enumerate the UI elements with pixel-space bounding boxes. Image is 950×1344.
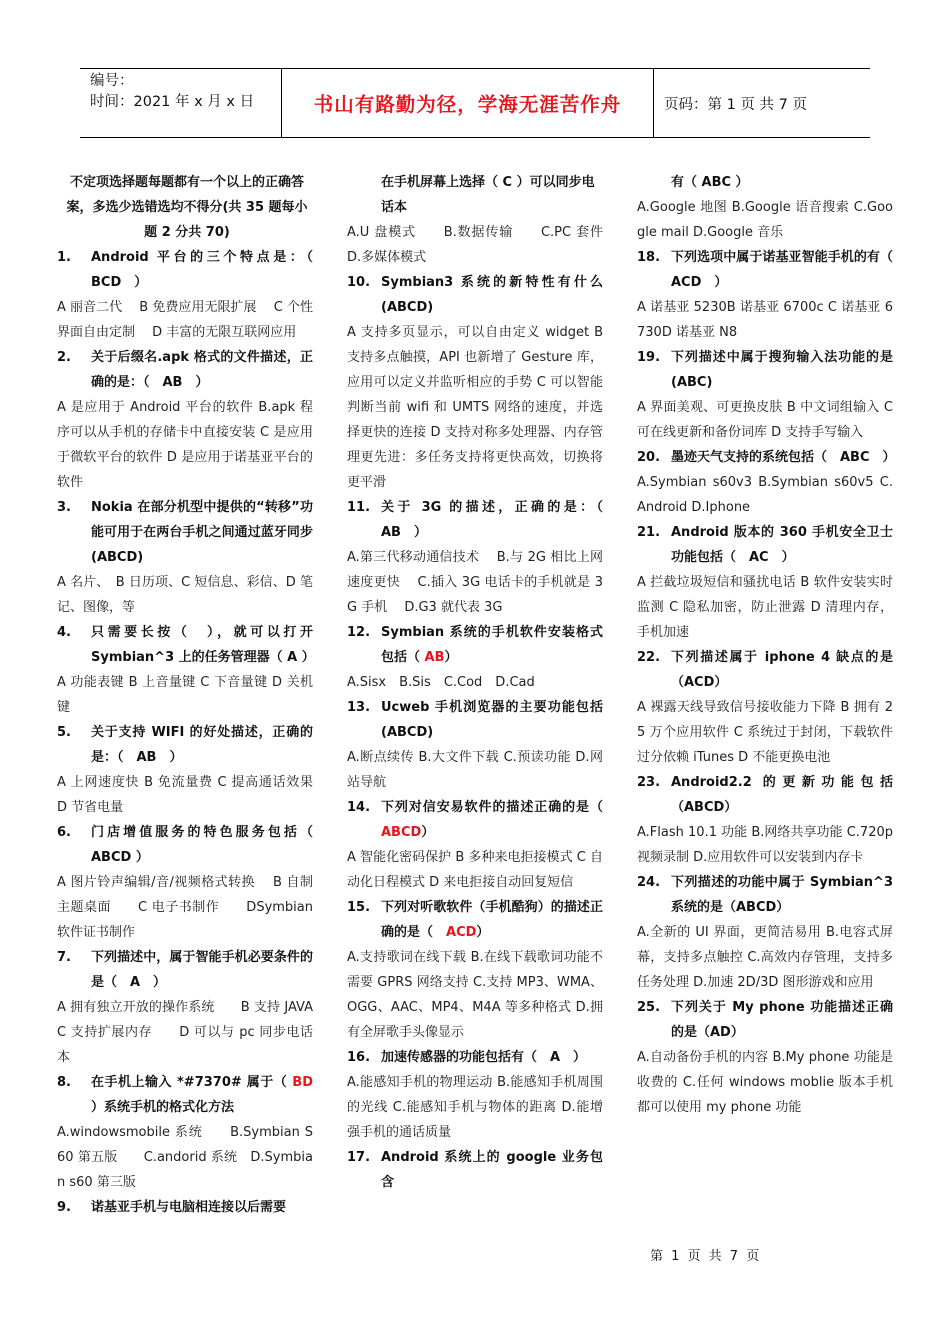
question-text-part: ） xyxy=(476,925,490,940)
question-text: Symbian3 系统的新特性有什么(ABCD) xyxy=(381,275,603,315)
question-text: 下列描述中属于搜狗输入法功能的是(ABC) xyxy=(671,350,893,390)
question-options: A 功能表键 B 上音量键 C 下音量键 D 关机键 xyxy=(57,675,313,715)
column-2 xyxy=(347,170,630,1195)
question-item xyxy=(347,620,603,695)
question-text: 下列描述的功能中属于 Symbian^3 系统的是（ABCD） xyxy=(671,875,893,915)
header-table xyxy=(80,68,870,138)
question-number: 2. xyxy=(57,350,71,365)
question-item xyxy=(637,645,893,770)
question-item xyxy=(57,1195,313,1220)
question xyxy=(57,245,327,295)
question-text: 下列描述中，属于智能手机必要条件的是（ A ） xyxy=(91,950,313,990)
question xyxy=(637,245,907,295)
question-options: A 智能化密码保护 B 多种来电拒接模式 C 自动化日程模式 D 来电拒接自动回复短信 xyxy=(347,850,603,890)
question-item xyxy=(347,170,630,270)
question xyxy=(57,495,313,570)
question-number: 13. xyxy=(347,700,371,715)
answer-highlight: BD xyxy=(292,1075,313,1090)
question-number: 19. xyxy=(637,350,661,365)
question xyxy=(57,720,313,770)
question-item xyxy=(347,795,603,895)
motto: 书山有路勤为径，学海无涯苦作舟 xyxy=(282,69,654,137)
question-item xyxy=(57,495,313,620)
question-continuation: 在手机屏幕上选择（ C ）可以同步电话本 xyxy=(381,175,595,215)
question-text: Android 平台的三个特点是：（ BCD ） xyxy=(91,250,327,290)
question-item xyxy=(347,1045,603,1145)
question-item xyxy=(57,945,327,1070)
question-item xyxy=(347,1145,603,1195)
question-options: A 界面美观、可更换皮肤 B 中文词组输入 C 可在线更新和备份词库 D 支持手写输入 xyxy=(637,400,893,440)
question-number: 3. xyxy=(57,500,71,515)
question-item xyxy=(57,245,327,345)
question xyxy=(637,995,893,1045)
question xyxy=(347,1145,603,1195)
question-number: 4. xyxy=(57,625,71,640)
question-item xyxy=(637,345,893,445)
question-options: A.Flash 10.1 功能 B.网络共享功能 C.720p 视频录制 D.应用软件可以安装到内存卡 xyxy=(637,825,893,865)
question-options: A.支持歌词在线下载 B.在线下载歌词功能不需要 GPRS 网络支持 C.支持 MP3、WMA、OGG、AAC、MP4、M4A 等多种格式 D.拥有全屏歌手头像显示 xyxy=(347,950,603,1040)
question-text-part: 在手机上输入 *#7370# 属于（ xyxy=(91,1075,293,1090)
question-options: A.Sisx B.Sis C.Cod D.Cad xyxy=(347,675,535,690)
question-item xyxy=(637,770,893,870)
question-text: 墨迹天气支持的系统包括（ ABC ） xyxy=(671,450,896,465)
question xyxy=(347,695,603,745)
question-number: 17. xyxy=(347,1150,371,1165)
question xyxy=(57,945,313,995)
question-options: A 名片、 B 日历项、C 短信息、彩信、D 笔记、图像，等 xyxy=(57,575,313,615)
question-options: A 拥有独立开放的操作系统 B 支持 JAVA C 支持扩展内存 D 可以与 pc 同步电话本 xyxy=(57,1000,327,1065)
question xyxy=(347,495,617,545)
question-options: A.断点续传 B.大文件下载 C.预读功能 D.网站导航 xyxy=(347,750,603,790)
question xyxy=(347,895,603,945)
serial-label: 编号： xyxy=(90,73,134,89)
question-text: 下列关于 My phone 功能描述正确的是（AD） xyxy=(671,1000,893,1040)
question-item xyxy=(637,995,893,1120)
time-label: 时间：2021 年 x 月 x 日 xyxy=(90,94,255,110)
question-item xyxy=(637,520,893,645)
question-item xyxy=(57,620,313,720)
question-item xyxy=(347,270,603,495)
question-number: 21. xyxy=(637,525,661,540)
question xyxy=(57,1070,313,1120)
question-item xyxy=(637,170,893,245)
question-text: Android2.2 的更新功能包括（ABCD） xyxy=(671,775,893,815)
question-text: Android 系统上的 google 业务包含 xyxy=(381,1150,603,1190)
question xyxy=(347,620,603,670)
question xyxy=(347,270,603,320)
question xyxy=(637,770,893,820)
question-options: A 裸露天线导致信号接收能力下降 B 拥有 25 万个应用软件 C 系统过于封闭，下载软件过分依赖 iTunes D 不能更换电池 xyxy=(637,700,893,765)
question-number: 24. xyxy=(637,875,661,890)
question xyxy=(347,795,603,845)
question-text-part: 下列对听歌软件（手机酷狗）的描述正确的是（ xyxy=(381,900,603,940)
question-options: A 图片铃声编辑/音/视频格式转换 B 自制主题桌面 C 电子书制作 DSymbian 软件证书制作 xyxy=(57,875,313,940)
question-text xyxy=(381,620,603,670)
question-number: 16. xyxy=(347,1050,371,1065)
question-options: A.自动备份手机的内容 B.My phone 功能是收费的 C.任何 windows moblie 版本手机都可以使用 my phone 功能 xyxy=(637,1050,893,1115)
question-number: 22. xyxy=(637,650,661,665)
question-text: 关于后缀名.apk 格式的文件描述，正确的是：（ AB ） xyxy=(91,350,313,390)
question-options: A 上网速度快 B 免流量费 C 提高通话效果 D 节省电量 xyxy=(57,775,313,815)
question-options: A.U 盘模式 B.数据传输 C.PC 套件 D.多媒体模式 xyxy=(347,225,630,265)
question-text: 下列选项中属于诺基亚智能手机的有（ ACD ） xyxy=(671,250,907,290)
header-meta xyxy=(80,69,282,137)
question-options: A 拦截垃圾短信和骚扰电话 B 软件安装实时监测 C 隐私加密，防止泄露 D 清理内存，手机加速 xyxy=(637,575,893,640)
question-number: 25. xyxy=(637,1000,661,1015)
question-list xyxy=(347,170,630,1195)
question xyxy=(57,345,313,395)
question-item xyxy=(57,345,313,495)
question-number: 14. xyxy=(347,800,371,815)
question-options: A.第三代移动通信技术 B.与 2G 相比上网速度更快 C.插入 3G 电话卡的手机就是 3G 手机 D.G3 就代表 3G xyxy=(347,550,603,615)
answer-highlight: ACD xyxy=(446,925,477,940)
question xyxy=(637,645,893,695)
question-number: 10. xyxy=(347,275,371,290)
question xyxy=(57,820,313,870)
question-text: 诺基亚手机与电脑相连接以后需要 xyxy=(91,1200,287,1215)
question-item xyxy=(637,245,907,345)
answer-highlight: AB xyxy=(424,650,445,665)
question-text: 只需要长按（ ），就可以打开 Symbian^3 上的任务管理器（ A ） xyxy=(91,625,315,665)
question-text: 下列描述属于 iphone 4 缺点的是（ACD） xyxy=(671,650,893,690)
question-number: 1. xyxy=(57,250,71,265)
answer-highlight: ABCD xyxy=(381,825,422,840)
question xyxy=(637,345,893,395)
question-text xyxy=(381,795,603,845)
page-indicator: 页码：第 1 页 共 7 页 xyxy=(664,96,807,113)
question xyxy=(57,1195,313,1220)
question-text xyxy=(381,895,603,945)
question-options: A.全新的 UI 界面，更简洁易用 B.电容式屏幕，支持多点触控 C.高效内存管理，支持多任务处理 D.加速 2D/3D 图形游戏和应用 xyxy=(637,925,893,990)
question-text xyxy=(91,1070,313,1120)
question xyxy=(57,620,313,670)
question-text-part: ） xyxy=(421,825,435,840)
question-item xyxy=(347,495,617,620)
question-text-part: ）系统手机的格式化方法 xyxy=(91,1100,235,1115)
question-number: 8. xyxy=(57,1075,71,1090)
question-continuation: 有（ ABC ） xyxy=(671,175,749,190)
question-number: 15. xyxy=(347,900,371,915)
question-number: 11. xyxy=(347,500,371,515)
question-text: 加速传感器的功能包括有（ A ） xyxy=(381,1050,587,1065)
question-options: A.能感知手机的物理运动 B.能感知手机周围的光线 C.能感知手机与物体的距离 D.能增强手机的通话质量 xyxy=(347,1075,603,1140)
question-number: 6. xyxy=(57,825,71,840)
question-options: A 是应用于 Android 平台的软件 B.apk 程序可以从手机的存储卡中直接安装 C 是应用于微软平台的软件 D 是应用于诺基亚平台的软件 xyxy=(57,400,313,490)
question-number: 9. xyxy=(57,1200,71,1215)
question-options: A.Symbian s60v3 B.Symbian s60v5 C.Android D.Iphone xyxy=(637,475,893,515)
instructions: 不定项选择题每题都有一个以上的正确答案，多选少选错选均不得分(共 35 题每小题 2 分共 70) xyxy=(66,175,308,240)
question-number: 23. xyxy=(637,775,661,790)
question-text-part: 下列对信安易软件的描述正确的是（ xyxy=(381,800,603,815)
question-list xyxy=(637,170,907,1120)
question-item xyxy=(347,695,603,795)
question-number: 7. xyxy=(57,950,71,965)
question-item xyxy=(57,1070,313,1195)
question-item xyxy=(57,720,313,820)
question-text-part: Symbian 系统的手机软件安装格式包括（ xyxy=(381,625,603,665)
question-list xyxy=(57,245,327,1220)
question-text: Ucweb 手机浏览器的主要功能包括(ABCD) xyxy=(381,700,603,740)
question-text: 关于 3G 的描述，正确的是：（ AB ） xyxy=(381,500,617,540)
question-options: A.Google 地图 B.Google 语音搜索 C.Google mail D.Google 音乐 xyxy=(637,200,893,240)
question-options: A 丽音二代 B 免费应用无限扩展 C 个性界面自由定制 D 丰富的无限互联网应用 xyxy=(57,300,313,340)
question xyxy=(347,1045,603,1070)
question-number: 18. xyxy=(637,250,661,265)
question xyxy=(637,520,893,570)
question-item xyxy=(637,445,896,520)
question-text-part: ） xyxy=(444,650,458,665)
question-text: Nokia 在部分机型中提供的“转移”功能可用于在两台手机之间通过蓝牙同步(ABCD) xyxy=(91,500,313,565)
question-item xyxy=(57,820,313,945)
question-number: 20. xyxy=(637,450,661,465)
question xyxy=(637,445,896,470)
page-footer: 第 1 页 共 7 页 xyxy=(650,1249,762,1264)
question-options: A 支持多页显示，可以自由定义 widget B 支持多点触摸，API 也新增了 Gesture 库，应用可以定义并监听相应的手势 C 可以智能判断当前 wifi 和 UMTS 网络的速度，并选择更快的连接 D 支持对称多处理器、内存管理更先进：多任务支持将更快高效，切换将更平滑 xyxy=(347,325,603,490)
question xyxy=(637,870,893,920)
question-text: Android 版本的 360 手机安全卫士功能包括（ AC ） xyxy=(671,525,893,565)
question-options: A 诺基亚 5230B 诺基亚 6700c C 诺基亚 6730D 诺基亚 N8 xyxy=(637,300,893,340)
question-item xyxy=(347,895,603,1045)
question-options: A.windowsmobile 系统 B.Symbian S60 第五版 C.andorid 系统 D.Symbian s60 第三版 xyxy=(57,1125,313,1190)
column-3 xyxy=(637,170,907,1120)
question-number: 12. xyxy=(347,625,371,640)
column-1 xyxy=(57,170,327,1220)
question-item xyxy=(637,870,893,995)
question-text: 关于支持 WIFI 的好处描述，正确的是：（ AB ） xyxy=(91,725,313,765)
question-text: 门店增值服务的特色服务包括（ ABCD ） xyxy=(91,825,313,865)
question-number: 5. xyxy=(57,725,71,740)
